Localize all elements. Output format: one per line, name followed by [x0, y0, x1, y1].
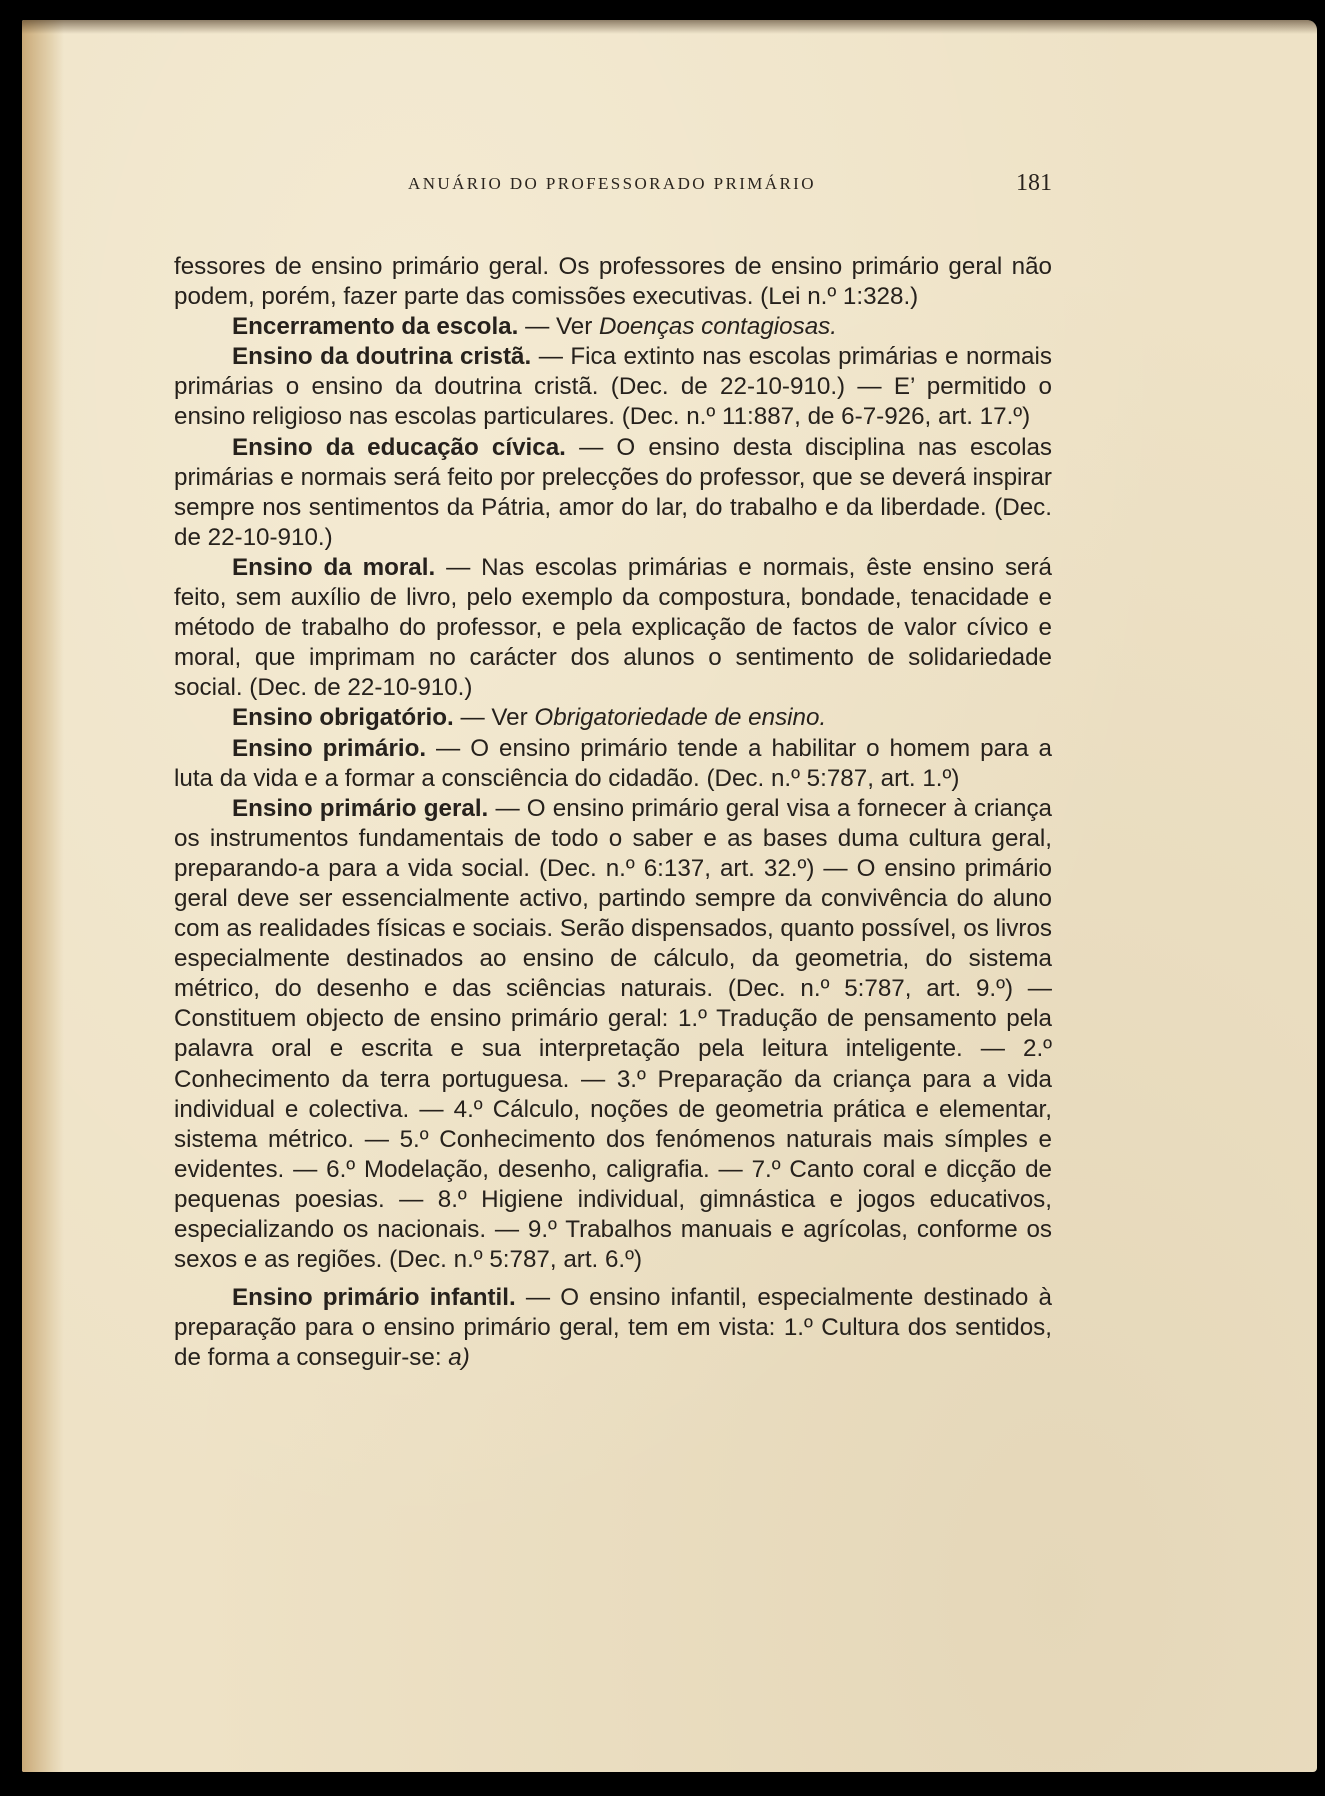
entry-ensino-da-moral: [174, 553, 1052, 703]
page-header: [172, 170, 1052, 200]
top-edge-shadow: [22, 20, 1317, 34]
entry-ensino-da-educacao-civica: [174, 433, 1052, 553]
entry-term: Ensino obrigatório.: [232, 704, 454, 732]
entry-text: — O ensino primário tende a habilitar o homem para a luta da vida e a formar a consciência do cidadão. (Dec. n.º 5:787, art. 1.º): [174, 734, 1052, 792]
page-body: [174, 252, 1052, 1373]
entry-ensino-da-doutrina-crista: [174, 342, 1052, 432]
entry-text: — O ensino desta disciplina nas escolas primárias e normais será feito por prelecções do professor, que se deverá inspirar sempre nos sentimentos da Pátria, amor do lar, do trabalho e da liberdade. (Dec. de 22-10-910.): [174, 433, 1052, 551]
entry-term: Ensino primário infantil.: [232, 1284, 516, 1312]
cross-reference: Obrigatoriedade de ensino.: [534, 704, 827, 732]
entry-ensino-primario: [174, 734, 1052, 794]
entry-ensino-obrigatorio: [174, 703, 1052, 733]
paragraph-text: fessores de ensino primário geral. Os professores de ensino primário geral não podem, porém, fazer parte das comissões executivas. (Lei n.º 1:328.): [174, 253, 1052, 311]
entry-term: Ensino primário.: [232, 734, 427, 762]
entry-text: — Ver: [518, 313, 599, 341]
entry-text: — O ensino infantil, especialmente destinado à preparação para o ensino primário geral, tem em vista: 1.º Cultura dos sentidos, de forma a conseguir-se:: [174, 1284, 1052, 1372]
entry-ensino-primario-infantil: [174, 1283, 1052, 1373]
entry-term: Ensino primário geral.: [232, 794, 489, 822]
entry-text: — Nas escolas primárias e normais, êste ensino será feito, sem auxílio de livro, pelo exemplo da compostura, bondade, tenacidade e método de trabalho do professor, e pela explicação de factos de valor cívico e moral, que imprimam no carácter dos alunos o sentimento de solidariedade social. (Dec. de 22-10-910.): [174, 553, 1052, 702]
entry-text: — Ver: [453, 704, 535, 732]
entry-encerramento-da-escola: [174, 312, 1052, 342]
cross-reference: Doenças contagiosas.: [599, 313, 837, 341]
page-number: 181: [1016, 170, 1052, 196]
entry-ensino-primario-geral: [174, 794, 1052, 1276]
entry-term: Ensino da educação cívica.: [232, 433, 566, 461]
running-title: ANUÁRIO DO PROFESSORADO PRIMÁRIO: [408, 174, 816, 193]
entry-term: Encerramento da escola.: [232, 313, 519, 341]
list-marker: a): [448, 1344, 470, 1372]
entry-term: Ensino da moral.: [232, 553, 436, 581]
book-page: [22, 20, 1317, 1772]
continued-paragraph: [174, 252, 1052, 312]
entry-text: — Fica extinto nas escolas primárias e normais primárias o ensino da doutrina cristã. (Dec. de 22-10-910.) — E’ permitido o ensino religioso nas escolas particulares. (Dec. n.º 11:887, de 6-7-926, art. 17.º): [174, 343, 1052, 431]
entry-term: Ensino da doutrina cristã.: [232, 343, 532, 371]
binding-edge: [22, 20, 64, 1772]
entry-text: — O ensino primário geral visa a fornecer à criança os instrumentos fundamentais de todo o saber e as bases duma cultura geral, preparando-a para a vida social. (Dec. n.º 6:137, art. 32.º) — O ensino primário geral deve ser essencialmente activo, partindo sempre da convivência do aluno com as realidades físicas e sociais. Serão dispensados, quanto possível, os livros especialmente destinados ao ensino de cálculo, da geometria, do sistema métrico, do desenho e das sciências naturais. (Dec. n.º 5:787, art. 9.º) — Constituem objecto de ensino primário geral: 1.º Tradução de pensamento pela palavra oral e escrita e sua interpretação pela leitura inteligente. — 2.º Conhecimento da terra portuguesa. — 3.º Preparação da criança para a vida individual e colectiva. — 4.º Cálculo, noções de geometria prática e elementar, sistema métrico. — 5.º Conhecimento dos fenómenos naturais mais símples e evidentes. — 6.º Modelação, desenho, caligrafia. — 7.º Canto coral e dicção de pequenas poesias. — 8.º Higiene individual, gimnástica e jogos educativos, especializando os nacionais. — 9.º Trabalhos manuais e agrícolas, conforme os sexos e as regiões. (Dec. n.º 5:787, art. 6.º): [174, 794, 1053, 1274]
